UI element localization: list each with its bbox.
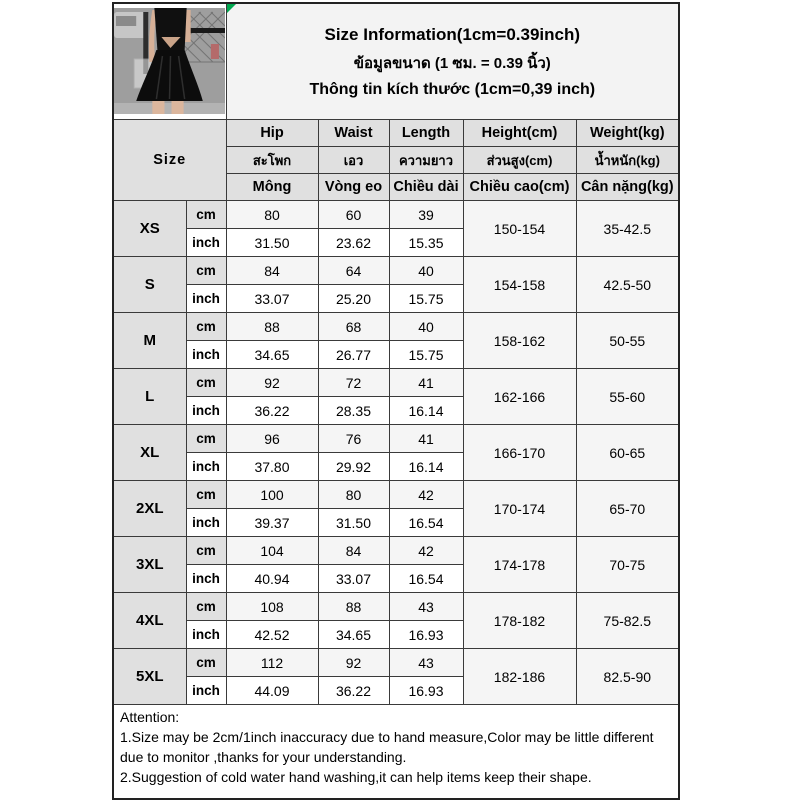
header-row-english: [113, 120, 679, 147]
weight-range: 42.5-50: [576, 257, 679, 313]
length-inch-value: 15.75: [389, 341, 463, 369]
waist-inch-value: 25.20: [318, 285, 389, 313]
length-cm-value: 43: [389, 649, 463, 677]
unit-inch-label: inch: [186, 285, 226, 313]
col-header-waist-th: เอว: [318, 147, 389, 174]
product-photo: [113, 3, 226, 120]
unit-cm-label: cm: [186, 537, 226, 565]
hip-inch-value: 33.07: [226, 285, 318, 313]
waist-cm-value: 92: [318, 649, 389, 677]
waist-cm-value: 76: [318, 425, 389, 453]
col-header-height-en: Height(cm): [463, 120, 576, 147]
unit-inch-label: inch: [186, 677, 226, 705]
length-cm-value: 42: [389, 537, 463, 565]
waist-inch-value: 34.65: [318, 621, 389, 649]
weight-range: 55-60: [576, 369, 679, 425]
waist-inch-value: 33.07: [318, 565, 389, 593]
waist-inch-value: 26.77: [318, 341, 389, 369]
size-chart-sheet: [112, 2, 680, 800]
height-range: 182-186: [463, 649, 576, 705]
hip-inch-value: 36.22: [226, 397, 318, 425]
height-range: 162-166: [463, 369, 576, 425]
hip-cm-value: 96: [226, 425, 318, 453]
unit-cm-label: cm: [186, 201, 226, 229]
size-label-M: M: [113, 313, 186, 369]
hip-inch-value: 40.94: [226, 565, 318, 593]
corner-flag-icon: [227, 4, 236, 13]
height-range: 166-170: [463, 425, 576, 481]
unit-cm-label: cm: [186, 649, 226, 677]
waist-cm-value: 84: [318, 537, 389, 565]
unit-inch-label: inch: [186, 565, 226, 593]
size-row-5XL-cm: [113, 649, 679, 677]
weight-range: 65-70: [576, 481, 679, 537]
length-inch-value: 16.54: [389, 565, 463, 593]
top-row: [113, 3, 679, 120]
hip-inch-value: 44.09: [226, 677, 318, 705]
size-row-M-cm: [113, 313, 679, 341]
unit-cm-label: cm: [186, 593, 226, 621]
length-cm-value: 40: [389, 313, 463, 341]
col-header-length-vi: Chiều dài: [389, 174, 463, 201]
size-table: [112, 2, 680, 800]
unit-cm-label: cm: [186, 425, 226, 453]
size-label-2XL: 2XL: [113, 481, 186, 537]
length-inch-value: 16.54: [389, 509, 463, 537]
unit-inch-label: inch: [186, 397, 226, 425]
hip-cm-value: 100: [226, 481, 318, 509]
length-cm-value: 43: [389, 593, 463, 621]
hip-cm-value: 108: [226, 593, 318, 621]
waist-cm-value: 68: [318, 313, 389, 341]
size-row-3XL-cm: [113, 537, 679, 565]
col-header-weight-en: Weight(kg): [576, 120, 679, 147]
hip-inch-value: 39.37: [226, 509, 318, 537]
hip-cm-value: 104: [226, 537, 318, 565]
title-english: Size Information(1cm=0.39inch): [324, 24, 581, 44]
unit-cm-label: cm: [186, 313, 226, 341]
length-inch-value: 15.35: [389, 229, 463, 257]
length-cm-value: 39: [389, 201, 463, 229]
hip-cm-value: 84: [226, 257, 318, 285]
hip-cm-value: 92: [226, 369, 318, 397]
height-range: 178-182: [463, 593, 576, 649]
waist-cm-value: 72: [318, 369, 389, 397]
waist-inch-value: 28.35: [318, 397, 389, 425]
title-block: [226, 3, 679, 120]
size-row-2XL-cm: [113, 481, 679, 509]
length-cm-value: 40: [389, 257, 463, 285]
hip-cm-value: 112: [226, 649, 318, 677]
attention-line-2: 2.Suggestion of cold water hand washing,it can help items keep their shape.: [120, 768, 592, 785]
weight-range: 60-65: [576, 425, 679, 481]
waist-cm-value: 64: [318, 257, 389, 285]
unit-cm-label: cm: [186, 257, 226, 285]
hip-inch-value: 31.50: [226, 229, 318, 257]
unit-inch-label: inch: [186, 341, 226, 369]
weight-range: 70-75: [576, 537, 679, 593]
waist-cm-value: 88: [318, 593, 389, 621]
col-header-weight-vi: Cân nặng(kg): [576, 174, 679, 201]
size-header: Size: [113, 120, 226, 201]
length-cm-value: 41: [389, 425, 463, 453]
col-header-waist-en: Waist: [318, 120, 389, 147]
waist-inch-value: 36.22: [318, 677, 389, 705]
size-row-XS-cm: [113, 201, 679, 229]
height-range: 150-154: [463, 201, 576, 257]
col-header-height-th: ส่วนสูง(cm): [463, 147, 576, 174]
attention-note: [113, 705, 679, 800]
height-range: 158-162: [463, 313, 576, 369]
unit-inch-label: inch: [186, 453, 226, 481]
waist-cm-value: 60: [318, 201, 389, 229]
weight-range: 35-42.5: [576, 201, 679, 257]
col-header-hip-en: Hip: [226, 120, 318, 147]
col-header-weight-th: น้ำหนัก(kg): [576, 147, 679, 174]
length-inch-value: 16.14: [389, 453, 463, 481]
waist-inch-value: 29.92: [318, 453, 389, 481]
col-header-length-th: ความยาว: [389, 147, 463, 174]
size-row-XL-cm: [113, 425, 679, 453]
hip-inch-value: 42.52: [226, 621, 318, 649]
attention-line-1: 1.Size may be 2cm/1inch inaccuracy due to hand measure,Color may be little different due to monitor ,thanks for your understanding.: [120, 728, 654, 765]
length-cm-value: 41: [389, 369, 463, 397]
attention-row: [113, 705, 679, 800]
length-inch-value: 16.14: [389, 397, 463, 425]
unit-inch-label: inch: [186, 509, 226, 537]
size-label-S: S: [113, 257, 186, 313]
size-label-4XL: 4XL: [113, 593, 186, 649]
waist-inch-value: 31.50: [318, 509, 389, 537]
size-label-5XL: 5XL: [113, 649, 186, 705]
col-header-length-en: Length: [389, 120, 463, 147]
hip-cm-value: 88: [226, 313, 318, 341]
product-photo-illustration: [114, 4, 225, 119]
col-header-waist-vi: Vòng eo: [318, 174, 389, 201]
size-row-4XL-cm: [113, 593, 679, 621]
weight-range: 82.5-90: [576, 649, 679, 705]
hip-cm-value: 80: [226, 201, 318, 229]
length-inch-value: 16.93: [389, 677, 463, 705]
col-header-hip-vi: Mông: [226, 174, 318, 201]
unit-inch-label: inch: [186, 229, 226, 257]
size-row-S-cm: [113, 257, 679, 285]
length-cm-value: 42: [389, 481, 463, 509]
waist-inch-value: 23.62: [318, 229, 389, 257]
height-range: 174-178: [463, 537, 576, 593]
unit-cm-label: cm: [186, 481, 226, 509]
weight-range: 50-55: [576, 313, 679, 369]
title-vietnamese: Thông tin kích thước (1cm=0,39 inch): [309, 80, 596, 98]
size-rows-body: [113, 201, 679, 705]
size-label-XS: XS: [113, 201, 186, 257]
size-row-L-cm: [113, 369, 679, 397]
col-header-hip-th: สะโพก: [226, 147, 318, 174]
attention-heading: Attention:: [120, 709, 180, 725]
size-label-L: L: [113, 369, 186, 425]
length-inch-value: 16.93: [389, 621, 463, 649]
weight-range: 75-82.5: [576, 593, 679, 649]
col-header-height-vi: Chiều cao(cm): [463, 174, 576, 201]
height-range: 170-174: [463, 481, 576, 537]
unit-cm-label: cm: [186, 369, 226, 397]
hip-inch-value: 34.65: [226, 341, 318, 369]
height-range: 154-158: [463, 257, 576, 313]
length-inch-value: 15.75: [389, 285, 463, 313]
title-thai: ข้อมูลขนาด (1 ซม. = 0.39 นิ้ว): [353, 54, 551, 72]
size-label-3XL: 3XL: [113, 537, 186, 593]
waist-cm-value: 80: [318, 481, 389, 509]
hip-inch-value: 37.80: [226, 453, 318, 481]
unit-inch-label: inch: [186, 621, 226, 649]
size-label-XL: XL: [113, 425, 186, 481]
